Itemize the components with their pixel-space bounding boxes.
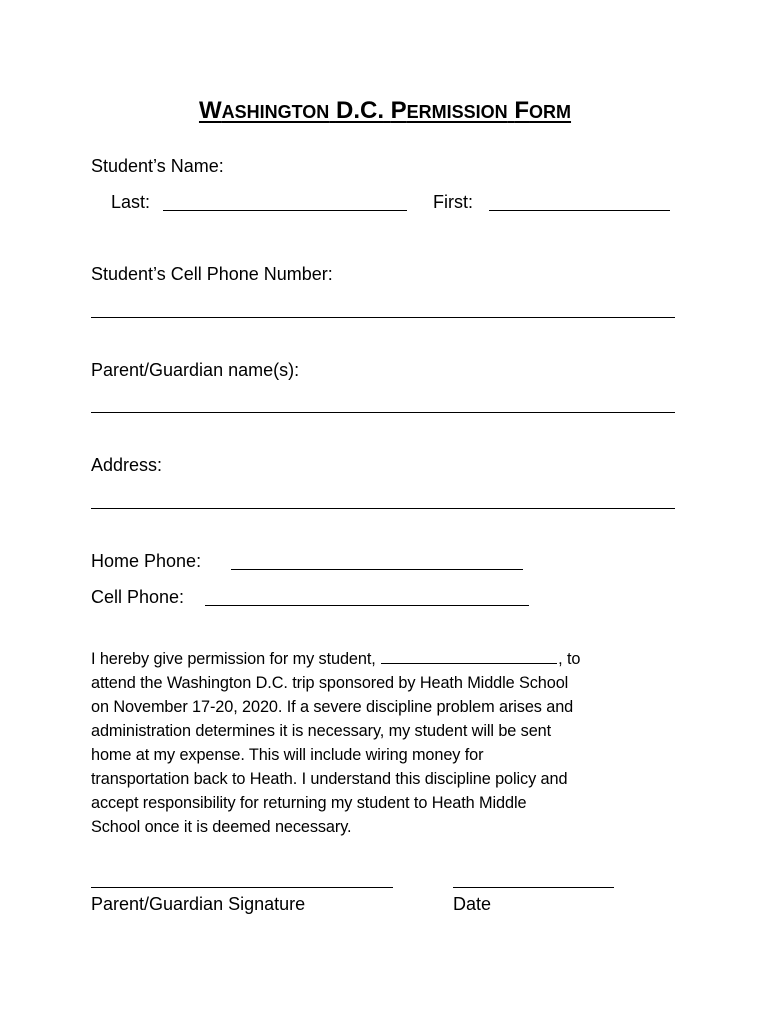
permission-line-4: administration determines it is necessary, my student will be sent — [91, 722, 552, 740]
permission-line-7: accept responsibility for returning my student to Heath Middle — [91, 794, 527, 812]
student-name-blank[interactable] — [381, 649, 557, 664]
title-w: W — [198, 97, 222, 124]
title-p: P — [390, 97, 407, 124]
first-name-label: First: — [433, 192, 473, 212]
permission-line-1 — [91, 647, 691, 671]
cell-phone-field[interactable] — [205, 605, 529, 606]
cell-phone-label: Cell Phone: — [91, 587, 185, 607]
title-f-rest: ORM — [529, 102, 572, 122]
title-f: F — [514, 97, 530, 124]
title-p-rest: ERMISSION — [406, 102, 508, 122]
permission-line-6: transportation back to Heath. I understand this discipline policy and — [91, 770, 568, 788]
student-cell-phone-label: Student’s Cell Phone Number: — [91, 264, 333, 284]
home-phone-field[interactable] — [231, 569, 523, 570]
first-name-field[interactable] — [489, 210, 670, 211]
address-field[interactable] — [91, 508, 675, 509]
permission-line-5: home at my expense. This will include wiring money for — [91, 746, 484, 764]
date-field[interactable] — [453, 887, 614, 888]
title-text — [199, 97, 571, 124]
last-name-field[interactable] — [163, 210, 407, 211]
date-label: Date — [453, 894, 492, 914]
address-label: Address: — [91, 455, 163, 475]
student-cell-phone-field[interactable] — [91, 317, 675, 318]
form-title — [0, 96, 770, 127]
title-w-rest: ASHINGTON — [221, 102, 330, 122]
signature-field[interactable] — [91, 887, 393, 888]
title-dc: D.C. — [335, 97, 384, 124]
permission-statement — [91, 647, 691, 839]
parent-names-field[interactable] — [91, 412, 675, 413]
permission-line-8: School once it is deemed necessary. — [91, 818, 352, 836]
permission-line-2: attend the Washington D.C. trip sponsored by Heath Middle School — [91, 674, 569, 692]
last-name-label: Last: — [111, 192, 151, 212]
signature-label: Parent/Guardian Signature — [91, 894, 306, 914]
permission-line-1-after: , to — [558, 650, 581, 668]
students-name-label: Student’s Name: — [91, 156, 224, 176]
home-phone-label: Home Phone: — [91, 551, 202, 571]
permission-line-3: on November 17-20, 2020. If a severe discipline problem arises and — [91, 698, 574, 716]
permission-line-1-before: I hereby give permission for my student, — [91, 650, 376, 668]
parent-names-label: Parent/Guardian name(s): — [91, 360, 300, 380]
